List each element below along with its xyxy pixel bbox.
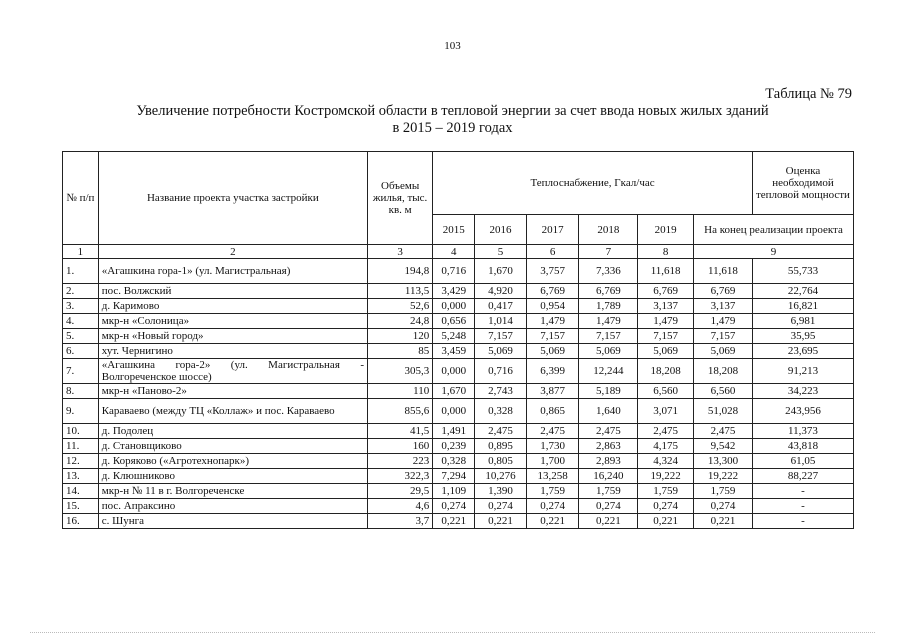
project-name: мкр-н «Новый город»	[98, 329, 367, 344]
value-2015: 0,000	[433, 399, 475, 424]
row-number: 6.	[63, 344, 99, 359]
value-2018: 2,893	[579, 454, 638, 469]
value-2016: 2,475	[475, 424, 527, 439]
title-line-2: в 2015 – 2019 годах	[392, 120, 513, 136]
page-bottom-rule	[30, 632, 875, 633]
value-end-of-project: 2,475	[694, 424, 753, 439]
value-2017: 1,759	[526, 484, 579, 499]
value-2019: 4,324	[638, 454, 694, 469]
table-row	[63, 454, 854, 469]
value-2018: 5,189	[579, 384, 638, 399]
value-2019: 6,560	[638, 384, 694, 399]
value-2017: 0,865	[526, 399, 579, 424]
table-label: Таблица № 79	[765, 86, 852, 102]
value-2018: 0,221	[579, 514, 638, 529]
value-2018: 7,336	[579, 259, 638, 284]
required-capacity: 43,818	[752, 439, 853, 454]
required-capacity: 88,227	[752, 469, 853, 484]
housing-volume: 113,5	[368, 284, 433, 299]
value-2016: 4,920	[475, 284, 527, 299]
row-number: 11.	[63, 439, 99, 454]
value-2016: 2,743	[475, 384, 527, 399]
value-2019: 1,479	[638, 314, 694, 329]
row-number: 8.	[63, 384, 99, 399]
col-number-3: 3	[368, 245, 433, 259]
required-capacity: 6,981	[752, 314, 853, 329]
housing-volume: 24,8	[368, 314, 433, 329]
value-2017: 1,730	[526, 439, 579, 454]
value-2018: 7,157	[579, 329, 638, 344]
value-2019: 19,222	[638, 469, 694, 484]
value-end-of-project: 13,300	[694, 454, 753, 469]
required-capacity: -	[752, 484, 853, 499]
row-number: 4.	[63, 314, 99, 329]
value-end-of-project: 7,157	[694, 329, 753, 344]
value-2017: 6,399	[526, 359, 579, 384]
value-2017: 0,221	[526, 514, 579, 529]
table-row	[63, 329, 854, 344]
value-2017: 3,877	[526, 384, 579, 399]
value-2016: 0,328	[475, 399, 527, 424]
value-end-of-project: 19,222	[694, 469, 753, 484]
value-2015: 0,274	[433, 499, 475, 514]
header-heat-supply: Теплоснабжение, Гкал/час	[433, 152, 753, 215]
value-2018: 5,069	[579, 344, 638, 359]
value-2018: 12,244	[579, 359, 638, 384]
value-2017: 1,700	[526, 454, 579, 469]
value-2017: 5,069	[526, 344, 579, 359]
value-2018: 0,274	[579, 499, 638, 514]
value-2016: 0,805	[475, 454, 527, 469]
value-end-of-project: 11,618	[694, 259, 753, 284]
project-name: пос. Волжский	[98, 284, 367, 299]
project-name: д. Становщиково	[98, 439, 367, 454]
table-row	[63, 514, 854, 529]
housing-volume: 322,3	[368, 469, 433, 484]
housing-volume: 160	[368, 439, 433, 454]
value-end-of-project: 51,028	[694, 399, 753, 424]
value-2015: 0,000	[433, 299, 475, 314]
header-year-2015: 2015	[433, 215, 475, 245]
col-number-7: 7	[579, 245, 638, 259]
value-2018: 1,479	[579, 314, 638, 329]
value-2016: 0,895	[475, 439, 527, 454]
value-2016: 0,716	[475, 359, 527, 384]
value-2015: 0,328	[433, 454, 475, 469]
project-name: д. Коряково («Агротехнопарк»)	[98, 454, 367, 469]
table-row	[63, 299, 854, 314]
value-2018: 2,475	[579, 424, 638, 439]
row-number: 10.	[63, 424, 99, 439]
value-2019: 11,618	[638, 259, 694, 284]
value-2018: 1,789	[579, 299, 638, 314]
project-name: мкр-н «Паново-2»	[98, 384, 367, 399]
table-row	[63, 399, 854, 424]
table-row	[63, 284, 854, 299]
table-row	[63, 424, 854, 439]
header-year-2017: 2017	[526, 215, 579, 245]
col-number-8: 8	[638, 245, 694, 259]
project-name: Караваево (между ТЦ «Коллаж» и пос. Караваево	[98, 399, 367, 424]
value-2015: 3,429	[433, 284, 475, 299]
value-2017: 0,954	[526, 299, 579, 314]
table-body	[63, 259, 854, 529]
project-name: мкр-н № 11 в г. Волгореченске	[98, 484, 367, 499]
col-number-5: 5	[475, 245, 527, 259]
value-2019: 2,475	[638, 424, 694, 439]
value-2015: 0,656	[433, 314, 475, 329]
project-name: «Агашкина гора-1» (ул. Магистральная)	[98, 259, 367, 284]
table-row	[63, 259, 854, 284]
value-2019: 0,221	[638, 514, 694, 529]
value-2016: 0,221	[475, 514, 527, 529]
col-number-2: 2	[98, 245, 367, 259]
housing-volume: 110	[368, 384, 433, 399]
value-2018: 16,240	[579, 469, 638, 484]
value-2016: 1,390	[475, 484, 527, 499]
housing-volume: 120	[368, 329, 433, 344]
housing-volume: 29,5	[368, 484, 433, 499]
col-number-9: 9	[694, 245, 854, 259]
row-number: 1.	[63, 259, 99, 284]
required-capacity: 55,733	[752, 259, 853, 284]
housing-volume: 3,7	[368, 514, 433, 529]
table-row	[63, 469, 854, 484]
value-2015: 7,294	[433, 469, 475, 484]
required-capacity: 22,764	[752, 284, 853, 299]
housing-volume: 223	[368, 454, 433, 469]
value-2018: 1,640	[579, 399, 638, 424]
col-number-1: 1	[63, 245, 99, 259]
value-2019: 4,175	[638, 439, 694, 454]
header-year-2018: 2018	[579, 215, 638, 245]
table-row	[63, 439, 854, 454]
value-2015: 1,109	[433, 484, 475, 499]
value-2019: 0,274	[638, 499, 694, 514]
value-2019: 6,769	[638, 284, 694, 299]
value-2017: 13,258	[526, 469, 579, 484]
housing-volume: 41,5	[368, 424, 433, 439]
value-2016: 0,274	[475, 499, 527, 514]
value-2015: 0,000	[433, 359, 475, 384]
value-2016: 0,417	[475, 299, 527, 314]
value-2015: 3,459	[433, 344, 475, 359]
table-row	[63, 484, 854, 499]
project-name: мкр-н «Солоница»	[98, 314, 367, 329]
value-2019: 3,137	[638, 299, 694, 314]
value-2015: 0,239	[433, 439, 475, 454]
value-2015: 1,491	[433, 424, 475, 439]
value-end-of-project: 18,208	[694, 359, 753, 384]
value-2016: 1,670	[475, 259, 527, 284]
header-num: № п/п	[63, 152, 99, 245]
required-capacity: -	[752, 514, 853, 529]
table-row	[63, 344, 854, 359]
value-2019: 7,157	[638, 329, 694, 344]
value-2018: 2,863	[579, 439, 638, 454]
row-number: 3.	[63, 299, 99, 314]
project-name: д. Клюшниково	[98, 469, 367, 484]
row-number: 7.	[63, 359, 99, 384]
header-assessment: Оценка необходимой тепловой мощности	[752, 152, 853, 215]
project-name: д. Подолец	[98, 424, 367, 439]
row-number: 5.	[63, 329, 99, 344]
required-capacity: 243,956	[752, 399, 853, 424]
header-year-2016: 2016	[475, 215, 527, 245]
value-2016: 7,157	[475, 329, 527, 344]
project-name: пос. Апраксино	[98, 499, 367, 514]
value-2019: 1,759	[638, 484, 694, 499]
value-2015: 5,248	[433, 329, 475, 344]
value-2017: 3,757	[526, 259, 579, 284]
heat-demand-table	[62, 151, 854, 529]
row-number: 16.	[63, 514, 99, 529]
table-row	[63, 359, 854, 384]
required-capacity: 16,821	[752, 299, 853, 314]
header-year-2019: 2019	[638, 215, 694, 245]
value-end-of-project: 0,274	[694, 499, 753, 514]
value-2016: 1,014	[475, 314, 527, 329]
value-2018: 1,759	[579, 484, 638, 499]
value-2016: 10,276	[475, 469, 527, 484]
required-capacity: 35,95	[752, 329, 853, 344]
col-number-6: 6	[526, 245, 579, 259]
housing-volume: 85	[368, 344, 433, 359]
value-2015: 0,221	[433, 514, 475, 529]
value-end-of-project: 5,069	[694, 344, 753, 359]
required-capacity: 11,373	[752, 424, 853, 439]
table-row	[63, 314, 854, 329]
required-capacity: 61,05	[752, 454, 853, 469]
value-end-of-project: 6,769	[694, 284, 753, 299]
value-2019: 3,071	[638, 399, 694, 424]
value-2019: 5,069	[638, 344, 694, 359]
row-number: 2.	[63, 284, 99, 299]
housing-volume: 52,6	[368, 299, 433, 314]
value-end-of-project: 9,542	[694, 439, 753, 454]
value-end-of-project: 1,479	[694, 314, 753, 329]
value-end-of-project: 3,137	[694, 299, 753, 314]
title-line-1: Увеличение потребности Костромской области в тепловой энергии за счет ввода новых жилых зданий	[136, 103, 769, 119]
row-number: 13.	[63, 469, 99, 484]
housing-volume: 305,3	[368, 359, 433, 384]
col-number-4: 4	[433, 245, 475, 259]
document-title	[0, 103, 905, 137]
value-2017: 0,274	[526, 499, 579, 514]
value-2017: 2,475	[526, 424, 579, 439]
table-row	[63, 384, 854, 399]
required-capacity: 34,223	[752, 384, 853, 399]
value-2015: 0,716	[433, 259, 475, 284]
required-capacity: 23,695	[752, 344, 853, 359]
value-end-of-project: 0,221	[694, 514, 753, 529]
housing-volume: 855,6	[368, 399, 433, 424]
row-number: 9.	[63, 399, 99, 424]
header-volume: Объемы жилья, тыс. кв. м	[368, 152, 433, 245]
value-2015: 1,670	[433, 384, 475, 399]
value-2019: 18,208	[638, 359, 694, 384]
project-name: с. Шунга	[98, 514, 367, 529]
project-name: «Агашкина гора-2» (ул. Магистральная - Волгореченское шоссе)	[98, 359, 367, 384]
value-2017: 6,769	[526, 284, 579, 299]
housing-volume: 4,6	[368, 499, 433, 514]
page-number: 103	[444, 40, 461, 52]
project-name: д. Каримово	[98, 299, 367, 314]
table-row	[63, 499, 854, 514]
project-name: хут. Чернигино	[98, 344, 367, 359]
required-capacity: -	[752, 499, 853, 514]
header-end-of-project: На конец реализации проекта	[694, 215, 854, 245]
value-2018: 6,769	[579, 284, 638, 299]
value-2017: 7,157	[526, 329, 579, 344]
required-capacity: 91,213	[752, 359, 853, 384]
housing-volume: 194,8	[368, 259, 433, 284]
header-project-name: Название проекта участка застройки	[98, 152, 367, 245]
row-number: 12.	[63, 454, 99, 469]
value-end-of-project: 6,560	[694, 384, 753, 399]
value-end-of-project: 1,759	[694, 484, 753, 499]
row-number: 14.	[63, 484, 99, 499]
value-2016: 5,069	[475, 344, 527, 359]
value-2017: 1,479	[526, 314, 579, 329]
row-number: 15.	[63, 499, 99, 514]
